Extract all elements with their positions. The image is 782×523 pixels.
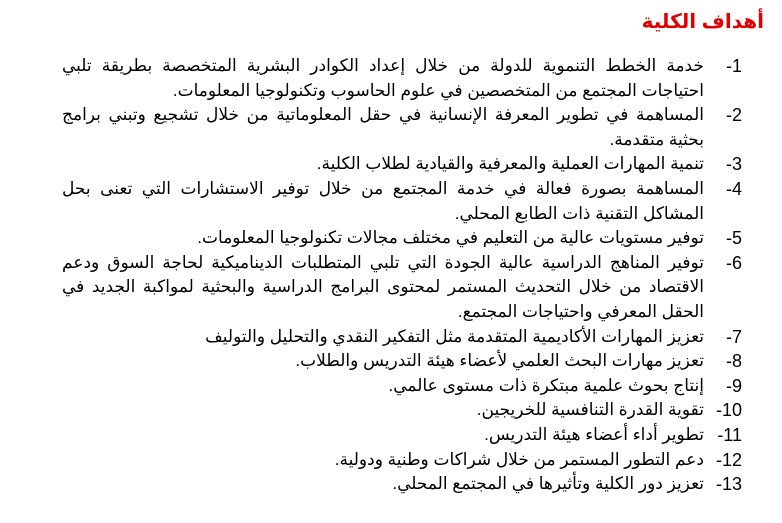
goal-item <box>62 374 742 399</box>
goal-item <box>62 177 742 226</box>
goal-text: إنتاج بحوث علمية مبتكرة ذات مستوى عالمي. <box>388 375 704 395</box>
goal-item <box>62 448 742 473</box>
goal-item <box>62 472 742 497</box>
goal-number: -12 <box>715 449 742 470</box>
goal-item <box>62 152 742 177</box>
goal-item <box>62 325 742 350</box>
page-title: أهداف الكلية <box>641 11 764 33</box>
goal-number: -8 <box>725 351 742 372</box>
goal-number: -1 <box>725 56 742 76</box>
goal-item <box>62 103 742 152</box>
goal-item <box>62 54 742 103</box>
goal-number: -5 <box>725 228 742 249</box>
goal-number: -4 <box>725 178 742 199</box>
goal-text: المساهمة بصورة فعالة في خدمة المجتمع من خلال توفير الاستشارات التي تعنى بحل المشاكل التقنية ذات الطابع المحلي. <box>62 178 704 223</box>
goal-number: -10 <box>715 400 742 421</box>
goal-item <box>62 251 742 325</box>
goal-text: دعم التطور المستمر من خلال شراكات وطنية ودولية. <box>334 449 704 469</box>
goal-text: تعزيز دور الكلية وتأثيرها في المجتمع المحلي. <box>392 474 704 494</box>
goal-text: تطوير أداء أعضاء هيئة التدريس. <box>484 424 704 444</box>
goal-text: تعزيز المهارات الأكاديمية المتقدمة مثل التفكير النقدي والتحليل والتوليف <box>205 326 704 346</box>
goal-number: -11 <box>717 424 742 445</box>
goal-text: توفير المناهج الدراسية عالية الجودة التي تلبي المتطلبات الديناميكية لحاجة السوق ودعم الاقتصاد من خلال التحديث المستمر لمحتوى البرامج الدراسية والبحثية لمواكبة الجديد في الحقل المعرفي واحتياجات المجتمع. <box>62 252 704 321</box>
goal-number: -9 <box>725 375 742 396</box>
goal-text: المساهمة في تطوير المعرفة الإنسانية في حقل المعلوماتية من خلال تشجيع وتبني برامج بحثية متقدمة. <box>62 105 704 149</box>
goal-text: تنمية المهارات العملية والمعرفية والقيادية لطلاب الكلية. <box>316 154 704 174</box>
goal-text: تعزيز مهارات البحث العلمي لأعضاء هيئة التدريس والطلاب. <box>295 351 704 371</box>
goal-text: خدمة الخطط التنموية للدولة من خلال إعداد الكوادر البشرية المتخصصة بطريقة تلبي احتياجات المجتمع من المتخصصين في علوم الحاسوب وتكنولوجيا المعلومات. <box>62 56 704 100</box>
goals-list <box>62 54 742 497</box>
goal-item <box>62 349 742 374</box>
goal-number: -13 <box>715 474 742 495</box>
goal-item <box>62 226 742 251</box>
goal-number: -3 <box>725 154 742 175</box>
goal-item <box>62 398 742 423</box>
goal-number: -6 <box>725 252 742 273</box>
goal-text: تقوية القدرة التنافسية للخريجين. <box>476 400 704 420</box>
goal-item <box>62 423 742 448</box>
goal-number: -7 <box>725 326 742 347</box>
goal-number: -2 <box>725 105 742 126</box>
goal-text: توفير مستويات عالية من التعليم في مختلف مجالات تكنولوجيا المعلومات. <box>197 228 704 248</box>
